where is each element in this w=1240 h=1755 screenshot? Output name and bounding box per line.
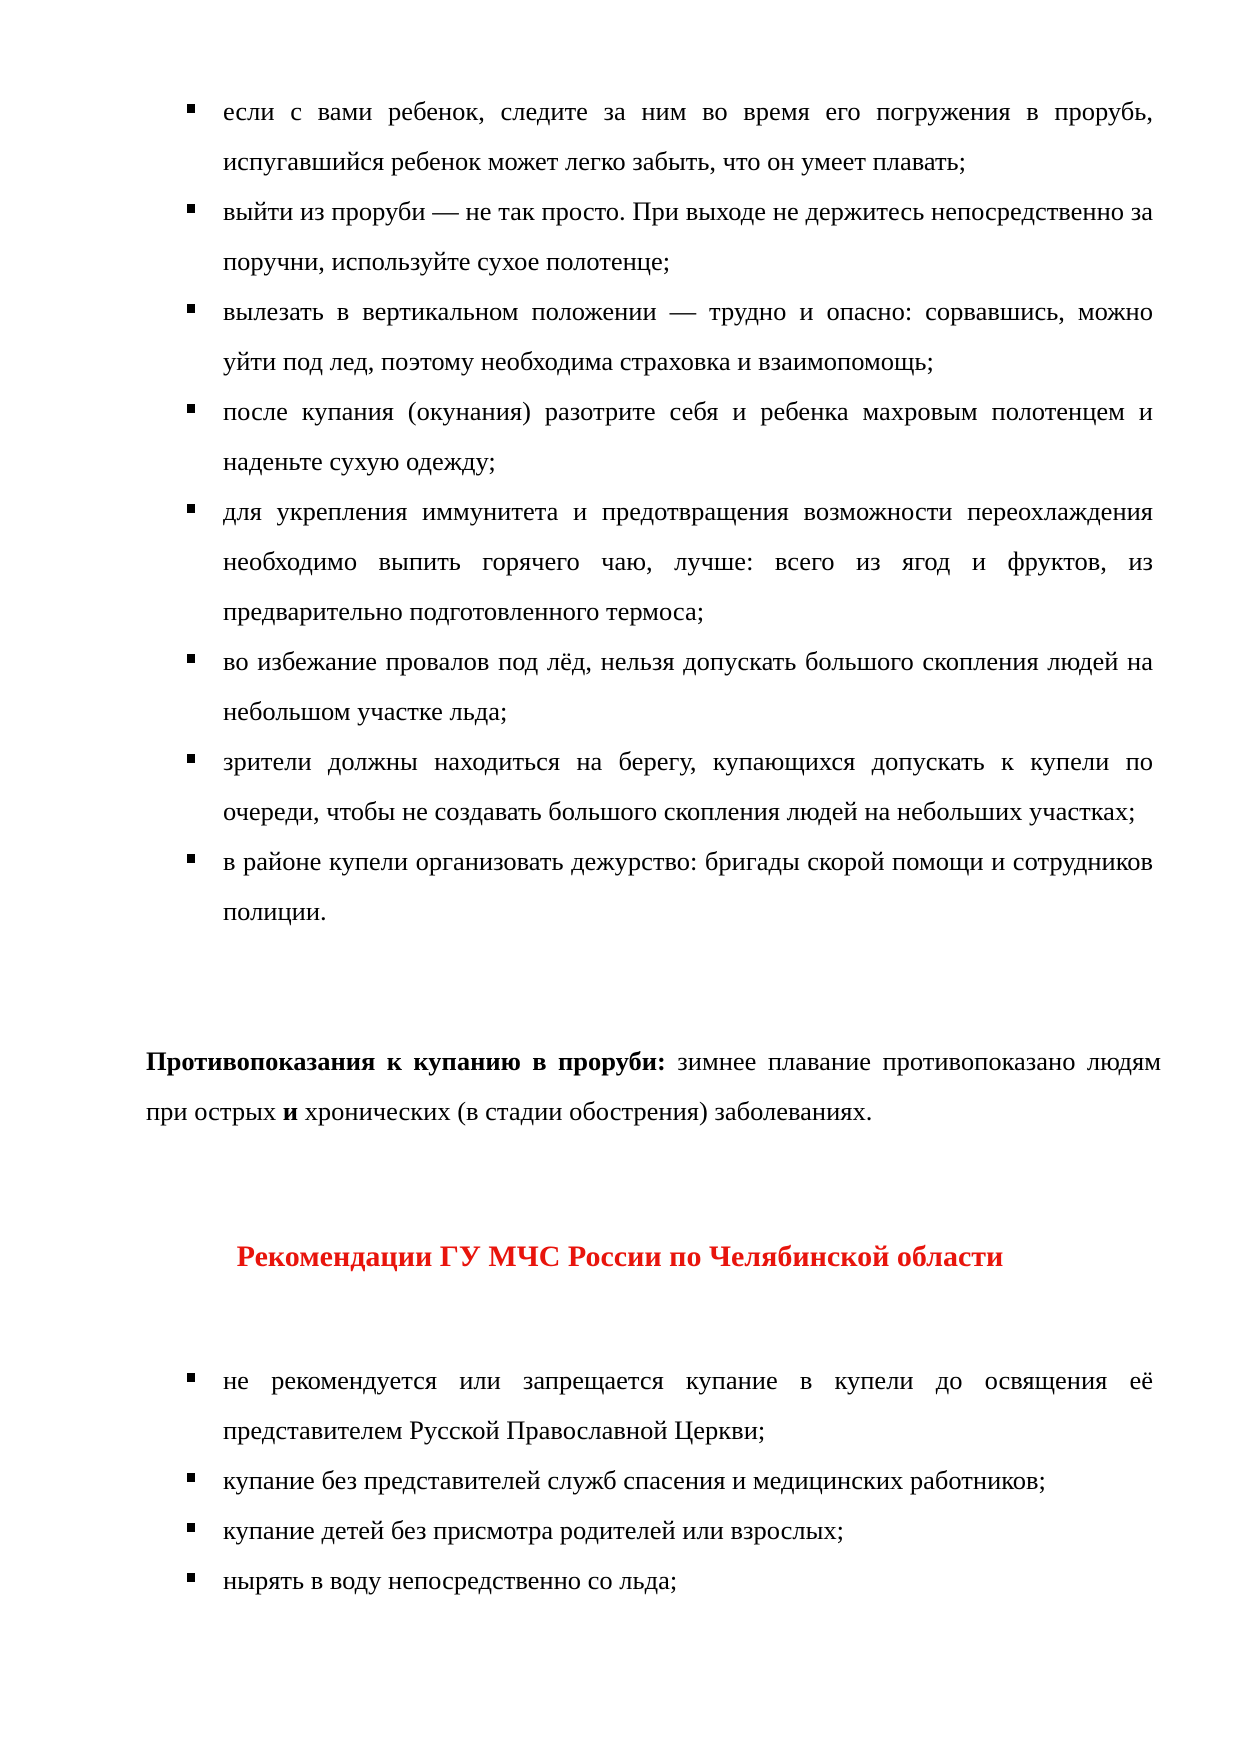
list-item	[187, 1555, 1153, 1605]
list-item-text: для укрепления иммунитета и предотвращения возможности переохлаждения необходимо выпить горячего чаю, лучше: всего из ягод и фруктов, из предварительно подготовленного термоса;	[223, 496, 1153, 626]
list-item	[187, 486, 1153, 636]
list-item	[187, 736, 1153, 836]
list-item-text: зрители должны находиться на берегу, купающихся допускать к купели по очереди, чтобы не создавать большого скопления людей на небольших участках;	[223, 746, 1153, 826]
list-item	[187, 1505, 1153, 1555]
prohibitions-list	[187, 1355, 1153, 1605]
list-item-text: купание детей без присмотра родителей или взрослых;	[223, 1515, 845, 1545]
square-bullet-icon	[187, 854, 195, 863]
square-bullet-icon	[187, 204, 195, 213]
list-item-text: в районе купели организовать дежурство: бригады скорой помощи и сотрудников полиции.	[223, 846, 1153, 926]
contraindications-text-end: хронических (в стадии обострения) заболеваниях.	[298, 1096, 873, 1126]
list-item-text: нырять в воду непосредственно со льда;	[223, 1565, 678, 1595]
square-bullet-icon	[187, 404, 195, 413]
list-item-text: выйти из проруби — не так просто. При выходе не держитесь непосредственно за поручни, используйте сухое полотенце;	[223, 196, 1153, 276]
contraindications-paragraph	[146, 1036, 1161, 1136]
list-item	[187, 1355, 1153, 1455]
list-item-text: если с вами ребенок, следите за ним во время его погружения в прорубь, испугавшийся ребенок может легко забыть, что он умеет плавать;	[223, 96, 1153, 176]
list-item-text: после купания (окунания) разотрите себя и ребенка махровым полотенцем и наденьте сухую одежду;	[223, 396, 1153, 476]
contraindications-text: зимнее плавание противопоказано людям при острых	[146, 1046, 1161, 1126]
safety-rules-list	[187, 86, 1153, 936]
list-item	[187, 836, 1153, 936]
square-bullet-icon	[187, 1373, 195, 1382]
list-item-text: вылезать в вертикальном положении — трудно и опасно: сорвавшись, можно уйти под лед, поэтому необходима страховка и взаимопомощь;	[223, 296, 1153, 376]
list-item	[187, 386, 1153, 486]
square-bullet-icon	[187, 104, 195, 113]
square-bullet-icon	[187, 1473, 195, 1482]
square-bullet-icon	[187, 504, 195, 513]
square-bullet-icon	[187, 1523, 195, 1532]
list-item	[187, 636, 1153, 736]
contraindications-conjunction: и	[282, 1096, 299, 1126]
list-item-text: во избежание провалов под лёд, нельзя допускать большого скопления людей на небольшом участке льда;	[223, 646, 1153, 726]
square-bullet-icon	[187, 1573, 195, 1582]
square-bullet-icon	[187, 754, 195, 763]
square-bullet-icon	[187, 654, 195, 663]
contraindications-label: Противопоказания к купанию в проруби:	[146, 1046, 666, 1076]
list-item	[187, 186, 1153, 286]
section-heading: Рекомендации ГУ МЧС России по Челябинской области	[236, 1240, 1004, 1273]
list-item-text: купание без представителей служб спасения и медицинских работников;	[223, 1465, 1046, 1495]
list-item	[187, 86, 1153, 186]
list-item	[187, 1455, 1153, 1505]
list-item	[187, 286, 1153, 386]
list-item-text: не рекомендуется или запрещается купание в купели до освящения её представителем Русской Православной Церкви;	[223, 1365, 1153, 1445]
square-bullet-icon	[187, 304, 195, 313]
